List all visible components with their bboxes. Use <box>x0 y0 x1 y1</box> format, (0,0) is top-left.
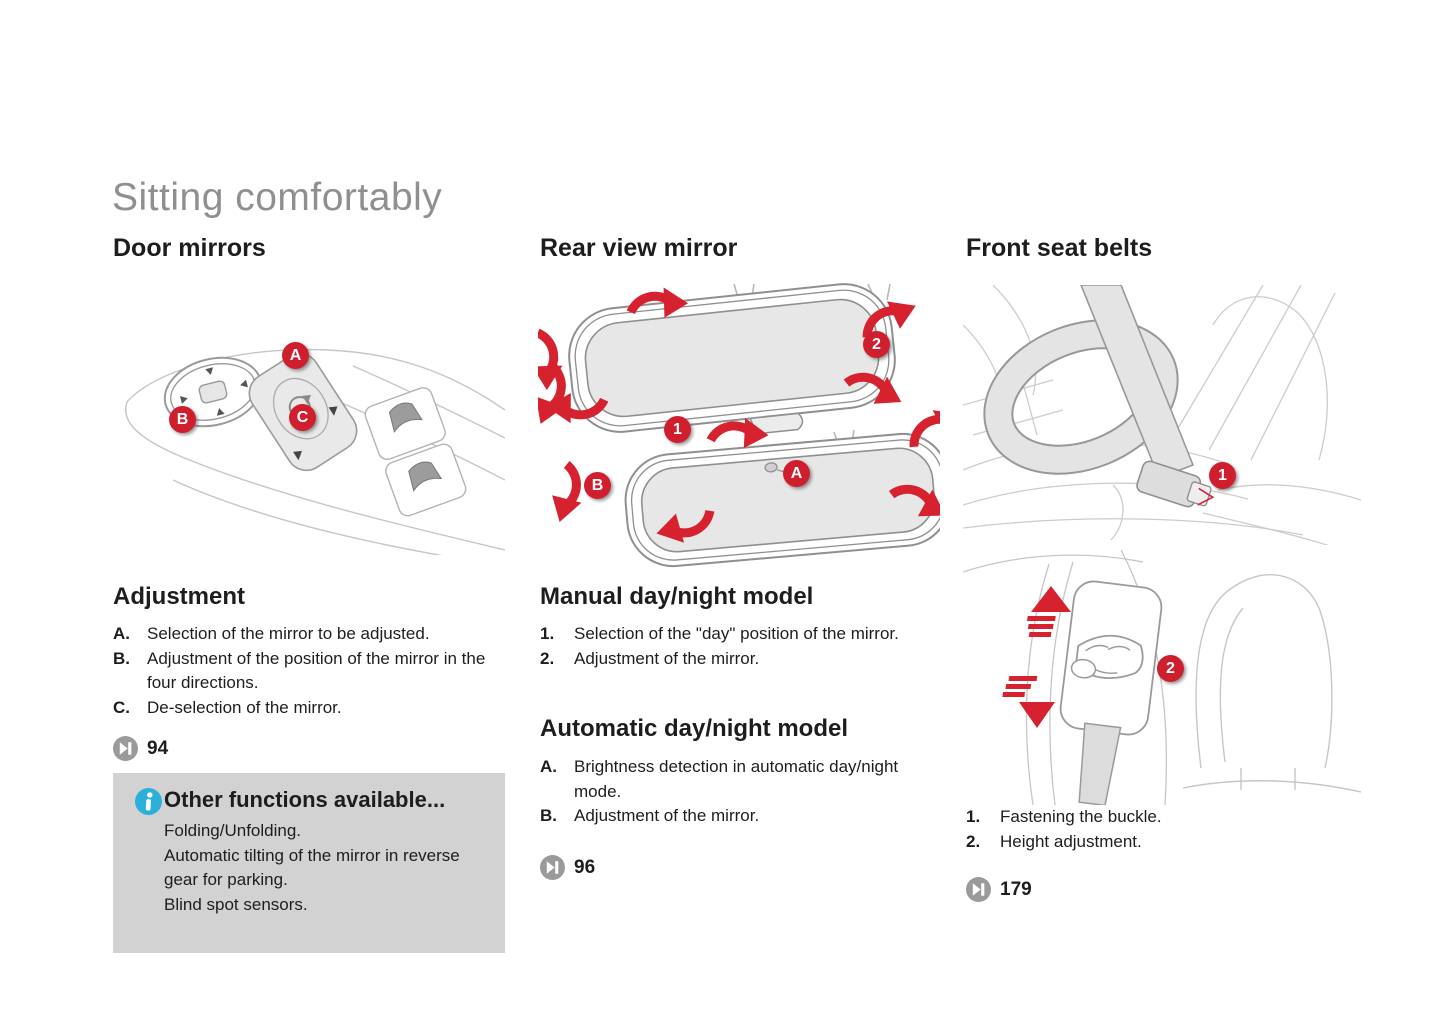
item-text: Selection of the mirror to be adjusted. <box>147 624 430 643</box>
item-marker: 1. <box>540 624 555 643</box>
badge-2: 2 <box>1157 655 1184 682</box>
list-item <box>540 647 932 672</box>
heading-adjustment: Adjustment <box>113 583 245 610</box>
badge-b: B <box>584 472 611 499</box>
seat-belt-height-figure <box>963 550 1361 805</box>
automatic-model-list <box>540 755 932 829</box>
seat-belt-buckle-figure <box>963 285 1361 545</box>
seat-belt-buckle-illustration <box>963 285 1361 545</box>
item-text: Adjustment of the mirror. <box>574 648 760 668</box>
heading-rear-view-mirror: Rear view mirror <box>540 234 738 262</box>
page-number: 94 <box>147 737 169 759</box>
next-page-icon <box>540 855 565 880</box>
item-text: Adjustment of the position of the mirror in the four directions. <box>147 648 486 692</box>
next-page-icon <box>966 877 991 902</box>
item-marker: 2. <box>540 648 555 668</box>
list-item <box>966 830 1358 855</box>
info-box-heading: Other functions available... <box>164 787 446 812</box>
heading-automatic-model: Automatic day/night model <box>540 715 849 742</box>
item-text: Height adjustment. <box>1000 831 1142 851</box>
info-box <box>113 773 505 953</box>
item-text: De-selection of the mirror. <box>147 697 342 717</box>
item-text: Selection of the "day" position of the mirror. <box>574 624 899 643</box>
page-number: 96 <box>574 856 596 878</box>
rear-view-mirror-illustration <box>538 282 940 574</box>
item-marker: A. <box>540 757 557 776</box>
list-item <box>113 696 505 721</box>
info-box-line: Blind spot sensors. <box>164 894 308 914</box>
page-reference-179 <box>966 877 1032 902</box>
badge-a: A <box>783 460 810 487</box>
list-item <box>540 804 932 829</box>
list-item <box>113 647 505 696</box>
info-box-line: Automatic tilting of the mirror in reverse gear for parking. <box>164 845 460 889</box>
door-panel-illustration <box>113 330 505 555</box>
badge-a: A <box>282 342 309 369</box>
list-item <box>113 622 505 647</box>
page-number: 179 <box>1000 878 1032 900</box>
badge-1: 1 <box>664 416 691 443</box>
info-box-line: Folding/Unfolding. <box>164 821 302 840</box>
item-text: Fastening the buckle. <box>1000 807 1162 826</box>
front-seat-belts-list <box>966 805 1358 854</box>
list-item <box>540 755 932 804</box>
badge-2: 2 <box>863 331 890 358</box>
rear-view-mirror-figure <box>538 282 940 574</box>
item-text: Adjustment of the mirror. <box>574 806 760 825</box>
next-page-icon <box>113 736 138 761</box>
heading-manual-model: Manual day/night model <box>540 583 814 610</box>
badge-c: C <box>289 404 316 431</box>
heading-front-seat-belts: Front seat belts <box>966 234 1153 262</box>
badge-1: 1 <box>1209 462 1236 489</box>
item-marker: 1. <box>966 807 981 826</box>
item-marker: B. <box>540 806 557 825</box>
item-text: Brightness detection in automatic day/night mode. <box>574 757 899 801</box>
item-marker: A. <box>113 624 130 643</box>
page-reference-94 <box>113 736 168 761</box>
heading-door-mirrors: Door mirrors <box>113 234 266 262</box>
list-item <box>966 805 1358 830</box>
page-title: Sitting comfortably <box>112 176 443 219</box>
list-item <box>540 622 932 647</box>
page-reference-96 <box>540 855 595 880</box>
info-icon <box>135 788 162 815</box>
item-marker: C. <box>113 697 130 717</box>
door-mirrors-list <box>113 622 505 720</box>
item-marker: B. <box>113 648 130 668</box>
badge-b: B <box>169 406 196 433</box>
manual-model-list <box>540 622 932 671</box>
item-marker: 2. <box>966 831 981 851</box>
door-mirror-controls-figure <box>113 330 505 555</box>
